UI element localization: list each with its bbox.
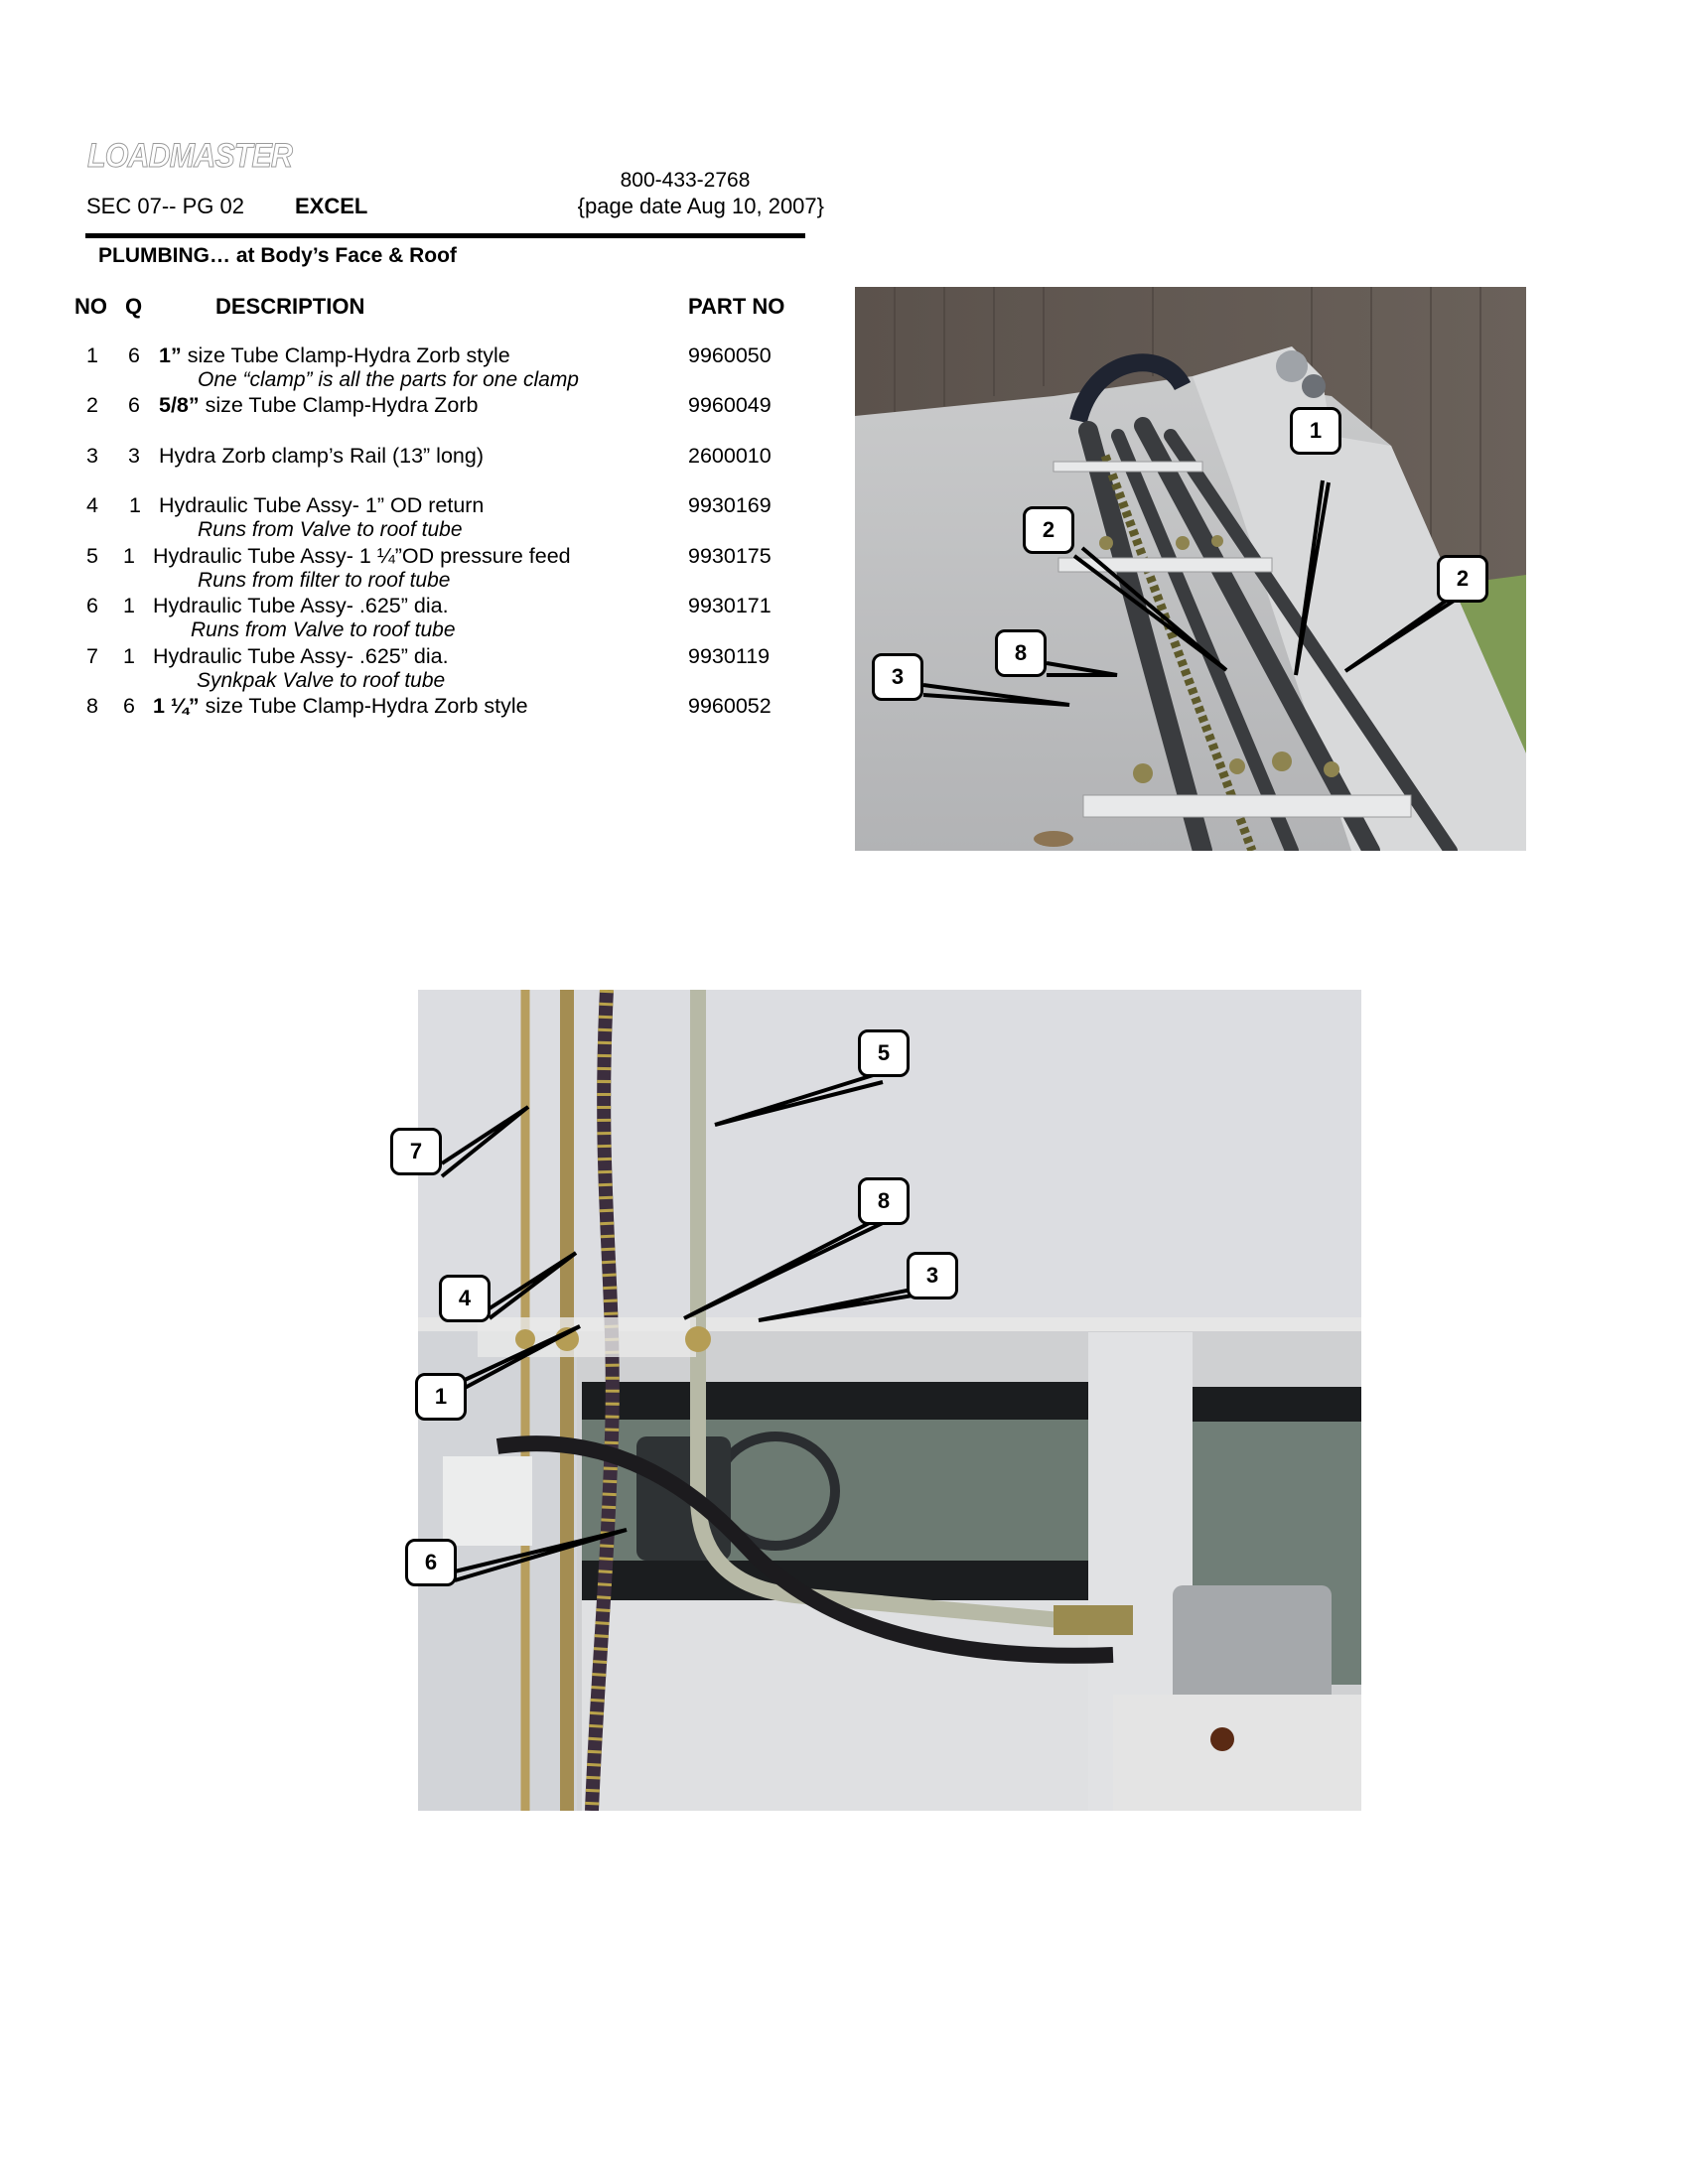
svg-text:LOADMASTER: LOADMASTER [87,137,294,173]
roof-photo-illustration [855,287,1526,851]
row-qty: 1 [123,594,135,617]
row-part-no: 2600010 [688,444,772,468]
page-date: {page date Aug 10, 2007} [577,194,824,218]
callout-5: 5 [858,1029,910,1077]
section-page-label: SEC 07-- PG 02 [86,194,244,218]
row-note: Runs from Valve to roof tube [198,518,463,541]
row-no: 1 [86,343,98,367]
callout-2: 2 [1023,506,1074,554]
callout-7: 7 [390,1128,442,1175]
callout-8: 8 [995,629,1047,677]
row-description: Hydra Zorb clamp’s Rail (13” long) [159,444,484,468]
callout-4: 4 [439,1275,491,1322]
row-no: 4 [86,493,98,517]
callout-3: 3 [907,1252,958,1299]
row-description: Hydraulic Tube Assy- 1” OD return [159,493,485,517]
row-no: 3 [86,444,98,468]
row-note: Runs from filter to roof tube [198,569,451,592]
row-qty: 1 [123,544,135,568]
section-title: PLUMBING… at Body’s Face & Roof [98,244,457,267]
col-header-no: NO [74,294,107,319]
row-no: 5 [86,544,98,568]
row-note: Runs from Valve to roof tube [191,618,456,641]
callout-6: 6 [405,1539,457,1586]
col-header-q: Q [125,294,143,319]
row-part-no: 9960052 [688,694,772,718]
row-qty: 6 [128,343,140,367]
roof-photo [855,287,1526,851]
row-description: Hydraulic Tube Assy- .625” dia. [153,594,449,617]
col-header-description: DESCRIPTION [215,294,365,319]
row-part-no: 9930175 [688,544,772,568]
phone-number: 800-433-2768 [620,169,751,192]
face-photo-illustration [418,990,1361,1811]
row-qty: 1 [123,644,135,668]
row-part-no: 9930169 [688,493,772,517]
row-description: 5/8” size Tube Clamp-Hydra Zorb [159,393,479,417]
face-photo [418,990,1361,1811]
row-part-no: 9930171 [688,594,772,617]
row-part-no: 9960050 [688,343,772,367]
row-description: Hydraulic Tube Assy- .625” dia. [153,644,449,668]
row-qty: 6 [128,393,140,417]
callout-1: 1 [415,1373,467,1421]
loadmaster-logo [85,137,296,173]
col-header-part-no: PART NO [688,294,785,319]
callout-8: 8 [858,1177,910,1225]
row-note: One “clamp” is all the parts for one clamp [198,368,579,391]
row-qty: 6 [123,694,135,718]
row-no: 6 [86,594,98,617]
row-note: Synkpak Valve to roof tube [197,669,446,692]
callout-1: 1 [1290,407,1341,455]
row-description: 1” size Tube Clamp-Hydra Zorb style [159,343,510,367]
model-name: EXCEL [295,194,368,218]
row-qty: 1 [129,493,141,517]
row-no: 8 [86,694,98,718]
row-description: 1 ¼” size Tube Clamp-Hydra Zorb style [153,694,528,718]
row-no: 7 [86,644,98,668]
row-no: 2 [86,393,98,417]
row-part-no: 9960049 [688,393,772,417]
header-rule [85,233,805,238]
callout-2: 2 [1437,555,1488,603]
row-part-no: 9930119 [688,644,771,668]
row-description: Hydraulic Tube Assy- 1 ¼”OD pressure feed [153,544,571,568]
row-qty: 3 [128,444,140,468]
callout-3: 3 [872,653,923,701]
